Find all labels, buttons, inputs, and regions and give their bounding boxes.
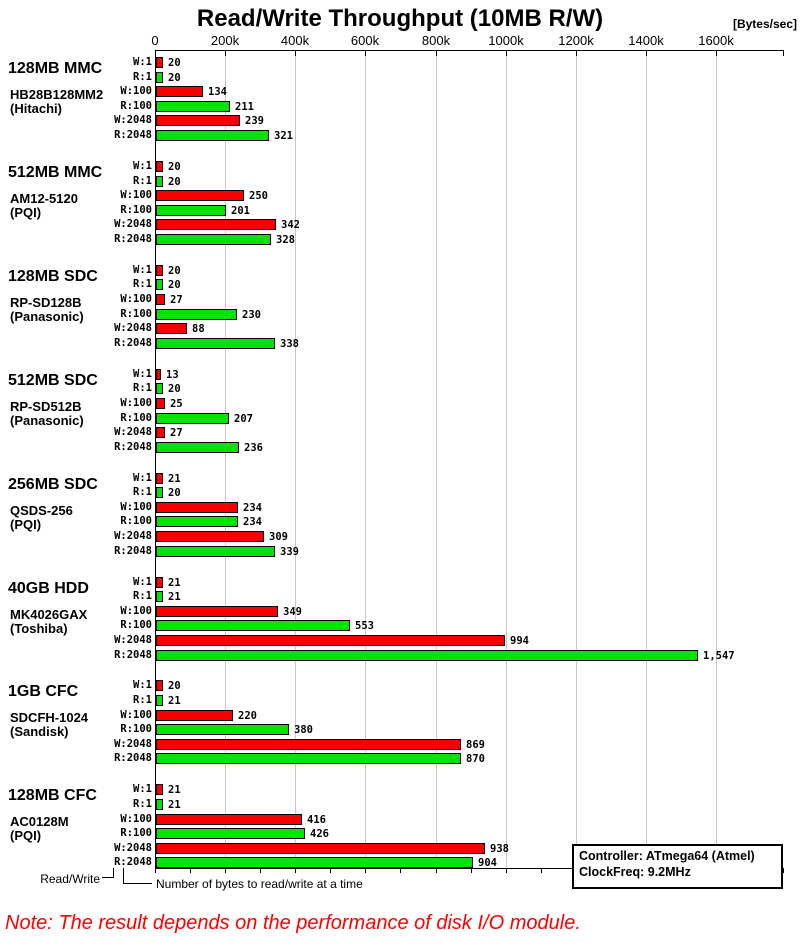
group-model: QSDS-256	[10, 503, 73, 518]
bar-value-label: 309	[269, 531, 288, 543]
bar-row-label: R:2048	[114, 856, 152, 868]
group-title: 512MB SDC	[8, 372, 98, 389]
bar-value-label: 250	[249, 190, 268, 202]
axis-tick-label: 0	[151, 33, 159, 48]
bar-value-label: 1,547	[703, 650, 735, 662]
bar-write	[156, 115, 240, 126]
value-axis-tick	[225, 50, 226, 56]
group-model: MK4026GAX	[10, 607, 88, 622]
axis-tick-label: 600k	[350, 33, 380, 48]
bar-row-label: R:100	[120, 308, 152, 320]
bar-row-label: R:1	[133, 486, 152, 498]
group-title: 1GB CFC	[8, 683, 79, 700]
bar-write	[156, 161, 163, 172]
bar-row-label: R:2048	[114, 441, 152, 453]
bar-write	[156, 784, 163, 795]
bar-value-label: 234	[243, 516, 262, 528]
bar-read	[156, 695, 163, 706]
bar-write	[156, 265, 163, 276]
bar-value-label: 349	[283, 606, 302, 618]
bar-value-label: 904	[478, 857, 497, 869]
bar-row-label: R:100	[120, 412, 152, 424]
bottom-axis-tick	[225, 868, 226, 873]
bar-row-label: W:1	[133, 472, 152, 484]
bottom-axis-tick	[400, 868, 401, 873]
bar-row-label: R:1	[133, 71, 152, 83]
bar-write	[156, 531, 264, 542]
bar-value-label: 380	[294, 724, 313, 736]
group-model: RP-SD128B	[10, 295, 82, 310]
bar-row-label: R:1	[133, 382, 152, 394]
chart-title: Read/Write Throughput (10MB R/W)	[196, 5, 604, 32]
bar-write	[156, 814, 302, 825]
bar-value-label: 20	[168, 487, 181, 499]
bar-value-label: 426	[310, 828, 329, 840]
bar-value-label: 25	[170, 398, 183, 410]
bar-row-label: R:2048	[114, 129, 152, 141]
bar-row-label: W:100	[120, 813, 152, 825]
bar-row-label: W:2048	[114, 842, 152, 854]
bottom-axis-tick	[471, 868, 472, 873]
bar-row-label: R:1	[133, 175, 152, 187]
bottom-axis-tick	[260, 868, 261, 873]
bar-read	[156, 724, 289, 735]
read-write-bracket	[102, 868, 114, 878]
bar-write	[156, 323, 187, 334]
bar-write	[156, 843, 485, 854]
bar-value-label: 994	[510, 635, 529, 647]
bar-value-label: 207	[234, 413, 253, 425]
axis-tick-label: 800k	[421, 33, 451, 48]
bar-read	[156, 753, 461, 764]
bar-read	[156, 516, 238, 527]
bar-row-label: R:2048	[114, 337, 152, 349]
bottom-axis-tick	[190, 868, 191, 873]
bottom-axis-tick	[506, 868, 507, 873]
value-axis-tick	[365, 50, 366, 56]
bar-read	[156, 101, 230, 112]
value-axis-tick	[436, 50, 437, 56]
bar-row-label: W:1	[133, 56, 152, 68]
group-model: HB28B128MM2	[10, 87, 104, 102]
gridline	[506, 51, 507, 868]
group-title: 128MB CFC	[8, 787, 97, 804]
bar-row-label: W:1	[133, 679, 152, 691]
group-title: 128MB MMC	[8, 60, 103, 77]
bar-value-label: 339	[280, 546, 299, 558]
bar-read	[156, 234, 271, 245]
bar-read	[156, 857, 473, 868]
bottom-axis-tick	[365, 868, 366, 873]
bar-read	[156, 546, 275, 557]
value-axis-tick	[295, 50, 296, 56]
bar-write	[156, 190, 244, 201]
group-vendor: (PQI)	[10, 517, 42, 532]
bar-read	[156, 205, 226, 216]
bar-row-label: W:100	[120, 397, 152, 409]
bottom-axis-tick	[295, 868, 296, 873]
bottom-axis-end-tick	[783, 868, 784, 873]
group-model: SDCFH-1024	[10, 710, 89, 725]
bar-write	[156, 294, 165, 305]
bar-value-label: 21	[168, 591, 181, 603]
bar-write	[156, 710, 233, 721]
bar-read	[156, 176, 163, 187]
bytes-footnote: Number of bytes to read/write at a time	[156, 877, 363, 891]
bar-row-label: W:1	[133, 368, 152, 380]
bar-value-label: 20	[168, 72, 181, 84]
bottom-axis-tick	[155, 868, 156, 873]
value-axis-tick	[646, 50, 647, 56]
group-vendor: (Sandisk)	[10, 724, 69, 739]
bar-value-label: 20	[168, 383, 181, 395]
value-axis-tick	[576, 50, 577, 56]
bar-write	[156, 739, 461, 750]
axis-unit-label: [Bytes/sec]	[732, 17, 797, 31]
bar-read	[156, 591, 163, 602]
bar-write	[156, 398, 165, 409]
bar-value-label: 338	[280, 338, 299, 350]
axis-tick-label: 1600k	[698, 33, 734, 48]
bar-value-label: 21	[168, 473, 181, 485]
value-axis-line	[155, 50, 784, 51]
bar-read	[156, 799, 163, 810]
bar-row-label: R:100	[120, 515, 152, 527]
bar-value-label: 20	[168, 176, 181, 188]
bar-value-label: 21	[168, 695, 181, 707]
controller-info-box	[572, 844, 783, 889]
bar-row-label: W:100	[120, 501, 152, 513]
bar-value-label: 239	[245, 115, 264, 127]
bar-write	[156, 427, 165, 438]
bar-write	[156, 219, 276, 230]
bar-read	[156, 309, 237, 320]
bar-row-label: W:100	[120, 85, 152, 97]
bar-read	[156, 279, 163, 290]
bar-value-label: 20	[168, 57, 181, 69]
bytes-bracket	[123, 868, 152, 884]
gridline	[716, 51, 717, 868]
bar-value-label: 234	[243, 502, 262, 514]
note-text: Note: The result depends on the performance of disk I/O module.	[5, 912, 581, 934]
axis-tick-label: 400k	[280, 33, 310, 48]
group-vendor: (PQI)	[10, 205, 42, 220]
bar-value-label: 13	[166, 369, 179, 381]
gridline	[646, 51, 647, 868]
bar-read	[156, 338, 275, 349]
group-title: 128MB SDC	[8, 268, 98, 285]
bar-value-label: 20	[168, 279, 181, 291]
group-title: 256MB SDC	[8, 476, 98, 493]
group-model: AM12-5120	[10, 191, 78, 206]
axis-tick-label: 1200k	[558, 33, 594, 48]
bar-value-label: 134	[208, 86, 227, 98]
bar-value-label: 27	[170, 294, 183, 306]
bar-read	[156, 487, 163, 498]
axis-tick-label: 1000k	[488, 33, 524, 48]
value-axis-end-tick	[783, 50, 784, 56]
axis-tick-label: 200k	[210, 33, 240, 48]
group-vendor: (Panasonic)	[10, 309, 84, 324]
bar-value-label: 211	[235, 101, 254, 113]
bar-read	[156, 650, 698, 661]
bar-row-label: W:100	[120, 709, 152, 721]
bar-value-label: 342	[281, 219, 300, 231]
bar-row-label: R:1	[133, 694, 152, 706]
bar-value-label: 21	[168, 577, 181, 589]
bar-row-label: W:100	[120, 605, 152, 617]
bar-row-label: R:2048	[114, 752, 152, 764]
bar-row-label: R:100	[120, 827, 152, 839]
bar-read	[156, 828, 305, 839]
bar-row-label: W:2048	[114, 322, 152, 334]
bar-read	[156, 72, 163, 83]
bar-read	[156, 383, 163, 394]
bar-value-label: 21	[168, 784, 181, 796]
bar-row-label: W:2048	[114, 738, 152, 750]
value-axis-tick	[716, 50, 717, 56]
bar-value-label: 328	[276, 234, 295, 246]
bar-row-label: R:2048	[114, 233, 152, 245]
bar-value-label: 938	[490, 843, 509, 855]
bar-write	[156, 57, 163, 68]
bar-write	[156, 577, 163, 588]
bottom-axis-tick	[436, 868, 437, 873]
group-vendor: (Hitachi)	[10, 101, 62, 116]
bar-row-label: W:2048	[114, 114, 152, 126]
bar-value-label: 20	[168, 265, 181, 277]
bar-read	[156, 413, 229, 424]
clockfreq-label: ClockFreq: 9.2MHz	[579, 865, 691, 879]
bar-row-label: R:100	[120, 204, 152, 216]
bar-write	[156, 680, 163, 691]
axis-tick-label: 1400k	[628, 33, 664, 48]
bar-value-label: 27	[170, 427, 183, 439]
bar-write	[156, 606, 278, 617]
group-title: 40GB HDD	[8, 580, 89, 597]
bar-row-label: W:1	[133, 160, 152, 172]
gridline	[576, 51, 577, 868]
bar-row-label: W:2048	[114, 530, 152, 542]
bottom-axis-tick	[541, 868, 542, 873]
bar-value-label: 20	[168, 680, 181, 692]
bar-row-label: R:2048	[114, 649, 152, 661]
bar-write	[156, 86, 203, 97]
bar-row-label: W:2048	[114, 426, 152, 438]
bar-row-label: W:1	[133, 783, 152, 795]
bar-row-label: W:100	[120, 293, 152, 305]
bar-row-label: R:1	[133, 798, 152, 810]
value-axis-tick	[506, 50, 507, 56]
bar-value-label: 869	[466, 739, 485, 751]
bar-write	[156, 369, 161, 380]
bar-row-label: R:1	[133, 278, 152, 290]
bar-row-label: W:1	[133, 576, 152, 588]
bar-value-label: 21	[168, 799, 181, 811]
bar-row-label: W:1	[133, 264, 152, 276]
bar-value-label: 553	[355, 620, 374, 632]
bar-row-label: W:100	[120, 189, 152, 201]
bar-row-label: W:2048	[114, 218, 152, 230]
bar-value-label: 88	[192, 323, 205, 335]
bar-row-label: R:100	[120, 723, 152, 735]
bar-read	[156, 442, 239, 453]
bar-row-label: R:100	[120, 100, 152, 112]
bar-value-label: 220	[238, 710, 257, 722]
bar-value-label: 20	[168, 161, 181, 173]
group-title: 512MB MMC	[8, 164, 103, 181]
bar-read	[156, 130, 269, 141]
bar-value-label: 416	[307, 814, 326, 826]
bar-write	[156, 635, 505, 646]
group-vendor: (Panasonic)	[10, 413, 84, 428]
bar-read	[156, 620, 350, 631]
group-model: RP-SD512B	[10, 399, 82, 414]
bar-row-label: R:100	[120, 619, 152, 631]
bar-write	[156, 473, 163, 484]
bar-value-label: 230	[242, 309, 261, 321]
group-model: AC0128M	[10, 814, 69, 829]
bar-value-label: 321	[274, 130, 293, 142]
bar-value-label: 201	[231, 205, 250, 217]
bar-row-label: W:2048	[114, 634, 152, 646]
read-write-footnote: Read/Write	[40, 872, 100, 886]
bar-row-label: R:1	[133, 590, 152, 602]
bar-write	[156, 502, 238, 513]
bottom-axis-tick	[330, 868, 331, 873]
bar-value-label: 236	[244, 442, 263, 454]
group-vendor: (Toshiba)	[10, 621, 68, 636]
controller-label: Controller: ATmega64 (Atmel)	[579, 849, 755, 863]
bar-value-label: 870	[466, 753, 485, 765]
group-vendor: (PQI)	[10, 828, 42, 843]
bar-row-label: R:2048	[114, 545, 152, 557]
